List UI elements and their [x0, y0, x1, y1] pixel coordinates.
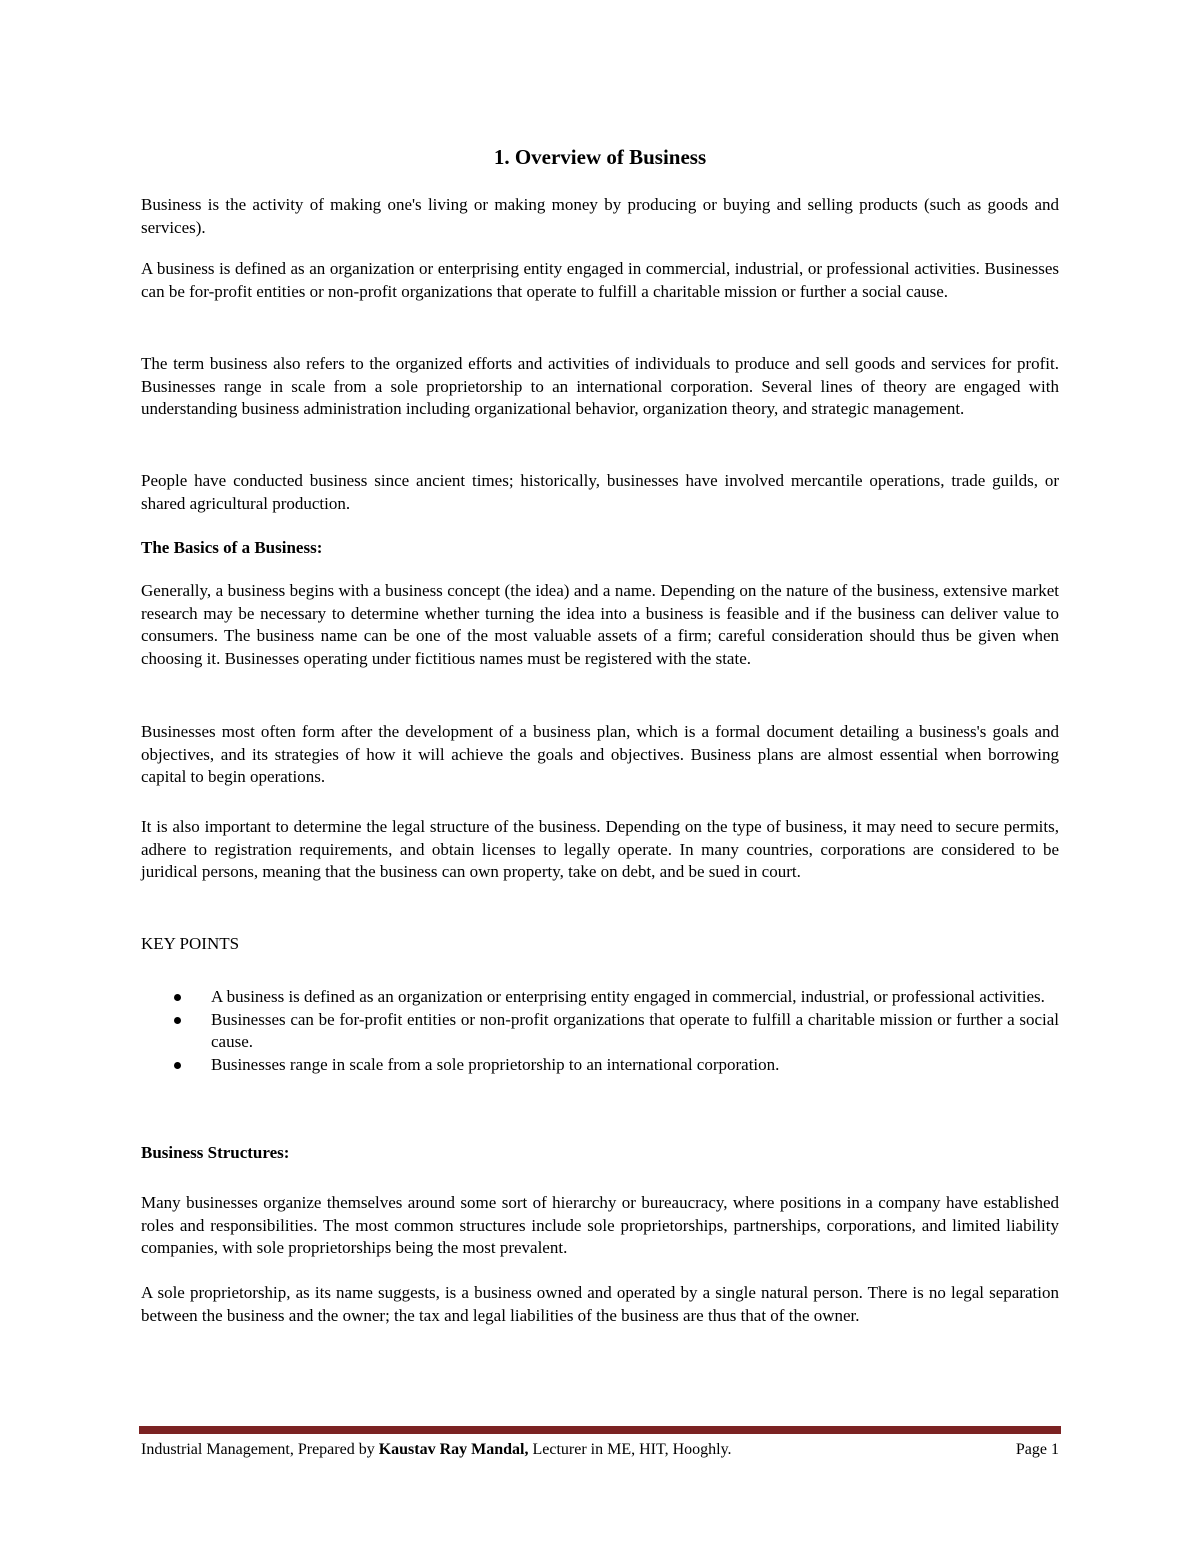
- paragraph-business-hierarchy: Many businesses organize themselves around some sort of hierarchy or bureaucracy, where positions in a company have established roles and responsibilities. The most common structures include sole proprietorships, partnerships, corporations, and limited liability companies, with sole proprietorships being the most prevalent.: [141, 1193, 1059, 1257]
- footer-prefix: Industrial Management, Prepared by: [141, 1441, 379, 1458]
- section-heading-structures: Business Structures:: [141, 1143, 290, 1162]
- page-number: Page 1: [1015, 1441, 1059, 1458]
- page-title: 1. Overview of Business: [493, 145, 707, 169]
- footer-suffix: Lecturer in ME, HIT, Hooghly.: [528, 1441, 732, 1458]
- bullet-icon: [174, 994, 181, 1001]
- footer-divider: [139, 1426, 1061, 1434]
- bullet-icon: [174, 1062, 181, 1069]
- list-item: [141, 986, 1059, 1009]
- paragraph-business-history: People have conducted business since ancient times; historically, businesses have involved mercantile operations, trade guilds, or shared agricultural production.: [141, 471, 1059, 513]
- paragraph-business-concept: Generally, a business begins with a business concept (the idea) and a name. Depending on the nature of the business, extensive market research may be necessary to determine whether turning the idea into a business is feasible and if the business can deliver value to consumers. The business name can be one of the most valuable assets of a firm; careful consideration should thus be given when choosing it. Businesses operating under fictitious names must be registered with the state.: [141, 581, 1059, 668]
- list-item-text: Businesses range in scale from a sole proprietorship to an international corporation.: [211, 1054, 780, 1074]
- paragraph-legal-structure: It is also important to determine the legal structure of the business. Depending on the type of business, it may need to secure permits, adhere to registration requirements, and obtain licenses to legally operate. In many countries, corporations are considered to be juridical persons, meaning that the business can own property, take on debt, and be sued in court.: [141, 817, 1059, 881]
- paragraph-business-plan: Businesses most often form after the development of a business plan, which is a formal document detailing a business's goals and objectives, and its strategies of how it will achieve the goals and objectives. Business plans are almost essential when borrowing capital to begin operations.: [141, 722, 1059, 786]
- paragraph-business-definition: Business is the activity of making one's living or making money by producing or buying and selling products (such as goods and services).: [141, 195, 1059, 237]
- paragraph-business-entity: A business is defined as an organization or enterprising entity engaged in commercial, industrial, or professional activities. Businesses can be for-profit entities or non-profit organizations that operate to fulfill a charitable mission or further a social cause.: [141, 259, 1059, 301]
- list-item: [141, 1054, 1059, 1077]
- key-points-heading: KEY POINTS: [141, 934, 240, 953]
- list-item: [141, 1009, 1059, 1054]
- paragraph-sole-proprietorship: A sole proprietorship, as its name suggests, is a business owned and operated by a single natural person. There is no legal separation between the business and the owner; the tax and legal liabilities of the business are thus that of the owner.: [141, 1283, 1059, 1325]
- list-item-text: Businesses can be for-profit entities or non-profit organizations that operate to fulfill a charitable mission or further a social cause.: [211, 1009, 1059, 1051]
- key-points-list: [141, 986, 1059, 1076]
- paragraph-business-term: The term business also refers to the organized efforts and activities of individuals to produce and sell goods and services for profit. Businesses range in scale from a sole proprietorship to an international corporation. Several lines of theory are engaged with understanding business administration including organizational behavior, organization theory, and strategic management.: [141, 354, 1059, 418]
- bullet-icon: [174, 1017, 181, 1024]
- page-footer: [141, 1439, 1059, 1461]
- list-item-text: A business is defined as an organization or enterprising entity engaged in commercial, industrial, or professional activities.: [211, 987, 1045, 1006]
- section-heading-basics: The Basics of a Business:: [141, 538, 323, 557]
- footer-author: Kaustav Ray Mandal,: [378, 1441, 529, 1458]
